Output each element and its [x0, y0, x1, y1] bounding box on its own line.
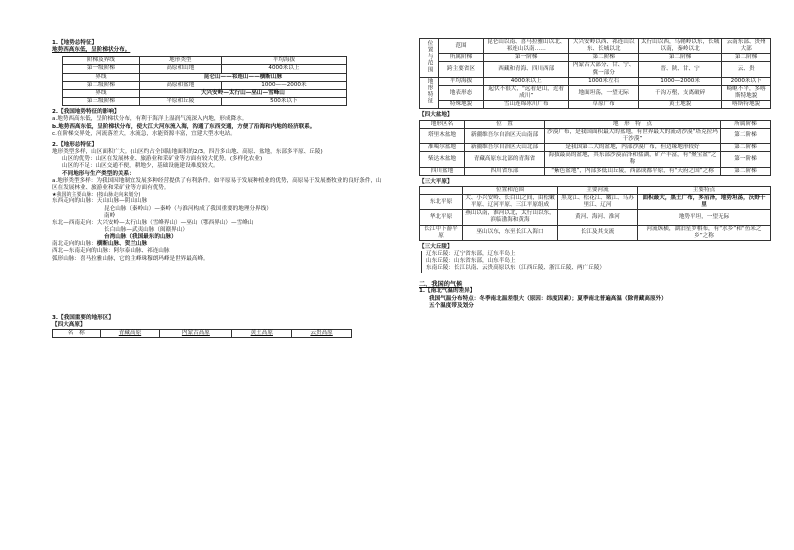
right-column — [419, 38, 771, 310]
table-cell: 界线 — [63, 89, 140, 97]
table-cell: 是我国第二大的盆地，内部沙漠广布，但边缘地形较好 — [545, 144, 721, 152]
table-cell: 青藏高原东北部的青海省 — [465, 152, 545, 167]
table-cell: “紫色盆地”，内部多低山丘陵，西部成都平原，有“天府之国”之称 — [545, 167, 721, 175]
left-column — [52, 40, 387, 338]
table-cell: 长江中下游平原 — [420, 225, 463, 240]
subsection-title: 【四大高原】 — [52, 321, 86, 328]
table-cell: 平原和丘陵 — [139, 98, 221, 106]
paragraph: 我国气温分布特点：冬季南北温差很大（原因：纬度因素）；夏季南北普遍高温（除青藏高原外） — [429, 295, 667, 302]
table-cell: 太行山以西，乌鞘岭以东，长城以南，秦岭以北 — [638, 39, 721, 54]
table-cell: 第一级阶梯 — [63, 65, 140, 73]
table-header: 地形类型 — [139, 57, 221, 65]
subsection-title: 【四大盆地】 — [419, 112, 453, 119]
table-cell: 草原广布 — [569, 101, 638, 109]
plateau-header-table — [52, 329, 352, 338]
table-header: 内蒙古高原 — [160, 330, 232, 338]
paragraph: a.地形类型多样：为我国因地制宜发展多种经营提供了有利条件。如平原易于发展种植业的优势，高原易于发展畜牧业的良好条件，山区在发展林业、旅游业和采矿业等方面有优势。 — [52, 177, 382, 191]
table-cell: 昆仑山——祁连山——横断山脉 — [139, 73, 346, 81]
table-cell: 第二阶梯 — [638, 54, 721, 62]
table-header: 位 置 — [465, 120, 545, 128]
table-cell: 第二阶梯 — [569, 54, 638, 62]
list-item: 弧形山脉：喜马拉雅山脉，它的主峰珠穆朗玛峰是世界最高峰。 — [52, 255, 209, 262]
table-cell: 华北平原 — [420, 210, 463, 225]
table-header: 位置和范围 — [463, 186, 558, 194]
section-title: 二、我国的气候 — [419, 280, 463, 288]
list-item: 台湾山脉（我国最东的山脉） — [104, 234, 177, 241]
section-title: 3.【我国重要的地形区】 — [52, 314, 114, 321]
table-cell: 地势平坦，一望无际 — [638, 210, 771, 225]
table-cell: 1000米左右 — [569, 77, 638, 85]
table-cell: 第二阶梯 — [721, 128, 771, 143]
list-item: 西北—东南走向的山脉：阿尔泰山脉、祁连山脉 — [52, 248, 170, 255]
table-cell: 东北平原 — [420, 194, 463, 209]
plateau-table — [419, 38, 771, 109]
table-cell: 千沟万壑，支离破碎 — [638, 85, 721, 100]
table-cell: 河流纵横，湖泊星罗棋布，有“水乡”和“鱼米之乡”之称 — [638, 225, 771, 240]
table-cell: 高原和山地 — [139, 65, 221, 73]
table-cell: 地表形态 — [439, 85, 484, 100]
table-cell: 海拔最高的盆地，其东部沙漠沼泽和盐湖，矿产丰富，有“聚宝盆”之称 — [545, 152, 721, 167]
table-cell: 大兴安岭—太行山—巫山—雪峰山 — [139, 89, 346, 97]
paragraph: 地形类型多样，山区面积广大。(山区约占全国陆地面积的2/3。四吾多山地、高原、盆地，东部多平原、丘陵) — [52, 149, 323, 156]
table-header — [420, 186, 463, 194]
table-cell: 所属阶梯 — [439, 54, 484, 62]
basin-table — [419, 120, 771, 176]
table-header: 黄土高原 — [232, 330, 292, 338]
paragraph: a.地势西高东低，呈阶梯状分布，有利于海洋上湿润气流深入内地，形成降水。 — [52, 116, 248, 123]
list-item: 昆仑山脉（秦岭山）—秦岭（与淮河构成了我国重要的地理分界线） — [104, 205, 272, 212]
list-item: 南北走向的山脉：横断山脉、贺兰山脉 — [52, 241, 148, 248]
subsection-title: 【三大平原】 — [419, 178, 453, 185]
subsection-title: 1.【南北气温的差异】 — [419, 288, 476, 295]
table-cell: 界线 — [63, 73, 140, 81]
table-header: 地形区名 — [420, 120, 465, 128]
table-cell: 黄河、海河、淮河 — [558, 210, 638, 225]
list-item: 东南丘陵：长江以南、云贵高原以东（江西丘陵、浙江丘陵、两广丘陵） — [426, 265, 606, 272]
table-cell: 沙漠广布，是我国面积最大的盆地，有世界最大的流动沙漠“塔克拉玛干沙漠” — [545, 128, 721, 143]
table-cell: 大、小兴安岭、长白山之间，由松嫩平原、辽河平原、三江平原组成 — [463, 194, 558, 209]
table-cell: 巫山以东，东至长江入海口 — [463, 225, 558, 240]
table-cell: 四川盆地 — [420, 167, 465, 175]
table-cell: 黄土地貌 — [638, 101, 721, 109]
subsection-title: 【三大丘陵】 — [419, 243, 453, 250]
table-cell: 地面坦荡，一望无际 — [569, 85, 638, 100]
table-cell: 崎岖不平，多喀斯特地貌 — [722, 85, 771, 100]
table-cell: 燕山以南，淮河以北，太行山以东，滨临渤海和黄海 — [463, 210, 558, 225]
paragraph: 山区的不足：山区交通不便，耕地少，基础设施建设难度较大。 — [62, 163, 219, 170]
section-title: 1.【地势总特征】 — [52, 40, 98, 46]
table-cell: 高原和盆地 — [139, 81, 221, 89]
table-cell: 特殊地貌 — [439, 101, 484, 109]
row-group-label: 位置与范围 — [420, 39, 439, 78]
list-item: 长白山脉—武夷山脉（闽赣界山） — [104, 226, 188, 233]
table-cell: 第一阶梯 — [484, 54, 569, 62]
paragraph: 地势西高东低，呈阶梯状分布。 — [52, 47, 131, 54]
table-cell: 塔里木盆地 — [420, 128, 465, 143]
plain-table — [419, 186, 771, 241]
row-group-label: 地形特征 — [420, 77, 439, 109]
table-cell: 第三级阶梯 — [63, 98, 140, 106]
table-cell: 第二阶梯 — [722, 54, 771, 62]
table-cell: 2000米以下 — [722, 77, 771, 85]
table-header: 所属阶梯 — [721, 120, 771, 128]
table-cell: 范围 — [439, 39, 484, 54]
table-header: 主要特点 — [638, 186, 771, 194]
paragraph: b.地势西高东低，呈阶梯状分布，使大江大河东流入海，沟通了东西交通，方便了沿海和内地的经济联系。 — [52, 123, 316, 130]
table-cell: 准噶尔盆地 — [420, 144, 465, 152]
table-cell: 1000—2000米 — [638, 77, 721, 85]
table-header: 阶梯及界线 — [63, 57, 140, 65]
table-cell: 昆仑山以南、喜马拉雅山以北、祁连山以南…… — [484, 39, 569, 54]
section-title: 2.【我国地势特征的影响】 — [52, 109, 120, 116]
terrain-steps-table — [62, 56, 347, 106]
paragraph: 山区的优势：山区在发展林业、旅游业和采矿业等方面有较大优势。(多样化农业) — [62, 156, 263, 163]
table-cell: 大兴安岭以西、祁连山以东、长城以北 — [569, 39, 638, 54]
table-cell: 新疆维吾尔自治区天山南部 — [465, 128, 545, 143]
table-cell: 1000——2000米 — [221, 81, 346, 89]
list-item: 东西走向的山脉：天山山脉—阴山山脉 — [52, 198, 148, 205]
table-cell: 第二阶梯 — [721, 167, 771, 175]
table-cell: 西藏和青海、四川西部 — [484, 62, 569, 77]
table-cell: 四川省东部 — [465, 167, 545, 175]
table-header: 平均海拔 — [221, 57, 346, 65]
table-cell: 内蒙古大部分、甘、宁、冀一部分 — [569, 62, 638, 77]
table-cell: 云、贵 — [722, 62, 771, 77]
table-cell: 云南东部、贵州大部 — [722, 39, 771, 54]
table-cell: 500米以下 — [221, 98, 346, 106]
table-cell: 起伏不很大，“远看是山，近看成川” — [484, 85, 569, 100]
table-cell: 雪山连绵冰川广布 — [484, 101, 569, 109]
table-cell: 第一阶梯 — [721, 152, 771, 167]
section-title: 2.【地形总特征】 — [52, 141, 98, 148]
list-item: 辽东丘陵：辽宁省东部，辽东半岛上 — [426, 251, 516, 258]
table-cell: 跨主要省区 — [439, 62, 484, 77]
mountain-list — [52, 198, 387, 262]
list-item: 东北—西南走向：大兴安岭—太行山脉（雪峰界山）—巫山（鄂西界山）—雪峰山 — [52, 219, 254, 226]
list-item: 山东丘陵：山东省东部，山东半岛上 — [426, 258, 516, 265]
table-cell: 长江及其支流 — [558, 225, 638, 240]
table-header: 青藏高原 — [100, 330, 160, 338]
list-item: 南岭 — [104, 212, 116, 219]
table-cell: 面积最大，黑土广布，多沼泽，地势坦荡，沃野千里 — [638, 194, 771, 209]
paragraph: ★我国的主要山脉：(按山脉走向来划分) — [52, 191, 141, 198]
paragraph: 不同地形与生产类型的关系： — [62, 170, 135, 177]
table-header: 名 称 — [53, 330, 101, 338]
table-cell: 4000米以上 — [484, 77, 569, 85]
table-cell: 新疆维吾尔自治区天山北部 — [465, 144, 545, 152]
table-header: 地 形 特 点 — [545, 120, 721, 128]
table-cell: 平均海拔 — [439, 77, 484, 85]
paragraph: 五个温度带及划分 — [429, 302, 474, 309]
table-cell: 4000米以上 — [221, 65, 346, 73]
table-cell: 黑龙江、松花江、嫩江、乌苏里江、辽河 — [558, 194, 638, 209]
table-header: 主要河流 — [558, 186, 638, 194]
table-cell: 第二级阶梯 — [63, 81, 140, 89]
table-cell: 柴达木盆地 — [420, 152, 465, 167]
table-header: 云贵高原 — [292, 330, 352, 338]
hills-list — [421, 251, 771, 272]
paragraph: c.在阶梯交界处，河流落差大，水流急，水能资源丰富，宜建大型水电站。 — [52, 130, 236, 137]
table-cell: 晋、陕、甘、宁 — [638, 62, 721, 77]
table-cell: 喀斯特地貌 — [722, 101, 771, 109]
table-cell: 第二阶梯 — [721, 144, 771, 152]
